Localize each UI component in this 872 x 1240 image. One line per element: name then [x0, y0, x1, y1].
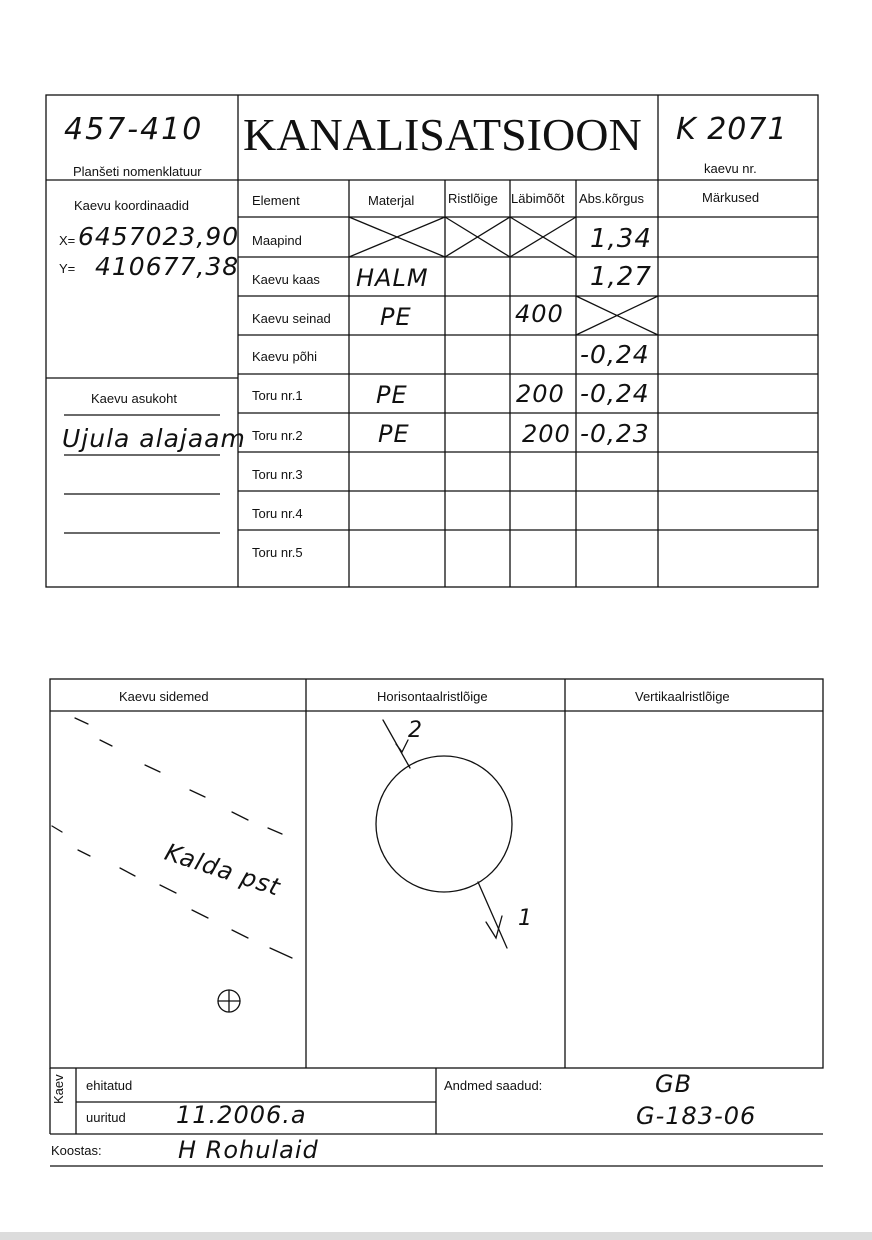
- pipe2-abs-value: -0,23: [580, 419, 650, 448]
- pipe1-abs-value: -0,24: [580, 379, 650, 408]
- page-title: KANALISATSIOON: [243, 109, 642, 160]
- coordinates-label: Kaevu koordinaadid: [74, 198, 189, 213]
- header-abs-height: Abs.kõrgus: [579, 191, 645, 206]
- horizontal-section-header: Horisontaalristlõige: [377, 689, 488, 704]
- well-number-value: K 2071: [676, 112, 788, 147]
- surveyed-value: 11.2006.a: [176, 1101, 307, 1129]
- pipe-label-1: 1: [518, 906, 533, 931]
- header-element: Element: [252, 193, 300, 208]
- y-prefix: Y=: [59, 261, 76, 276]
- vertical-section-header: Vertikaalristlõige: [635, 689, 730, 704]
- pipe1-material-value: PE: [376, 381, 408, 409]
- walls-diameter-value: 400: [515, 300, 564, 328]
- nomenclature-label: Planšeti nomenklatuur: [73, 164, 202, 179]
- row-element: Maapind: [252, 233, 302, 248]
- pipe2-material-value: PE: [378, 420, 410, 448]
- bottom-abs-value: -0,24: [580, 340, 650, 369]
- data-received-value-1: GB: [655, 1070, 693, 1098]
- well-number-label: kaevu nr.: [704, 161, 757, 176]
- horizontal-section-drawing: [376, 720, 512, 948]
- walls-material-value: PE: [380, 303, 412, 331]
- street-label: Kalda pst: [161, 838, 285, 902]
- maapind-abs-value: 1,34: [590, 224, 652, 254]
- pipe2-diameter-value: 200: [522, 420, 571, 448]
- row-element: Toru nr.4: [252, 506, 303, 521]
- location-value: Ujula alajaam: [62, 424, 246, 453]
- row-element: Kaevu seinad: [252, 311, 331, 326]
- header-diameter: Läbimõõt: [511, 191, 565, 206]
- x-prefix: X=: [59, 233, 76, 248]
- row-element: Toru nr.2: [252, 428, 303, 443]
- surveyed-label: uuritud: [86, 1110, 126, 1125]
- row-element: Kaevu kaas: [252, 272, 320, 287]
- data-received-value-2: G-183-06: [636, 1102, 757, 1130]
- cover-abs-value: 1,27: [590, 262, 652, 292]
- author-label: Koostas:: [51, 1143, 102, 1158]
- connections-header: Kaevu sidemed: [119, 689, 209, 704]
- header-material: Materjal: [368, 193, 415, 208]
- pipe-label-2: 2: [408, 718, 423, 743]
- data-received-label: Andmed saadud:: [444, 1078, 543, 1093]
- pipe1-diameter-value: 200: [516, 380, 565, 408]
- built-label: ehitatud: [86, 1078, 133, 1093]
- row-element: Toru nr.5: [252, 545, 303, 560]
- scan-edge-strip: [0, 1232, 872, 1240]
- nomenclature-value: 457-410: [64, 112, 204, 147]
- y-coordinate-value: 410677,38: [95, 252, 240, 281]
- location-label: Kaevu asukoht: [91, 391, 178, 406]
- row-element: Toru nr.3: [252, 467, 303, 482]
- author-signature: H Rohulaid: [178, 1136, 319, 1164]
- row-element: Toru nr.1: [252, 388, 303, 403]
- cover-material-value: HALM: [356, 264, 429, 292]
- row-element: Kaevu põhi: [252, 349, 318, 364]
- well-side-label: Kaev: [51, 1074, 66, 1104]
- x-coordinate-value: 6457023,90: [78, 222, 240, 251]
- header-cross-section: Ristlõige: [448, 191, 498, 206]
- header-remarks: Märkused: [702, 190, 760, 205]
